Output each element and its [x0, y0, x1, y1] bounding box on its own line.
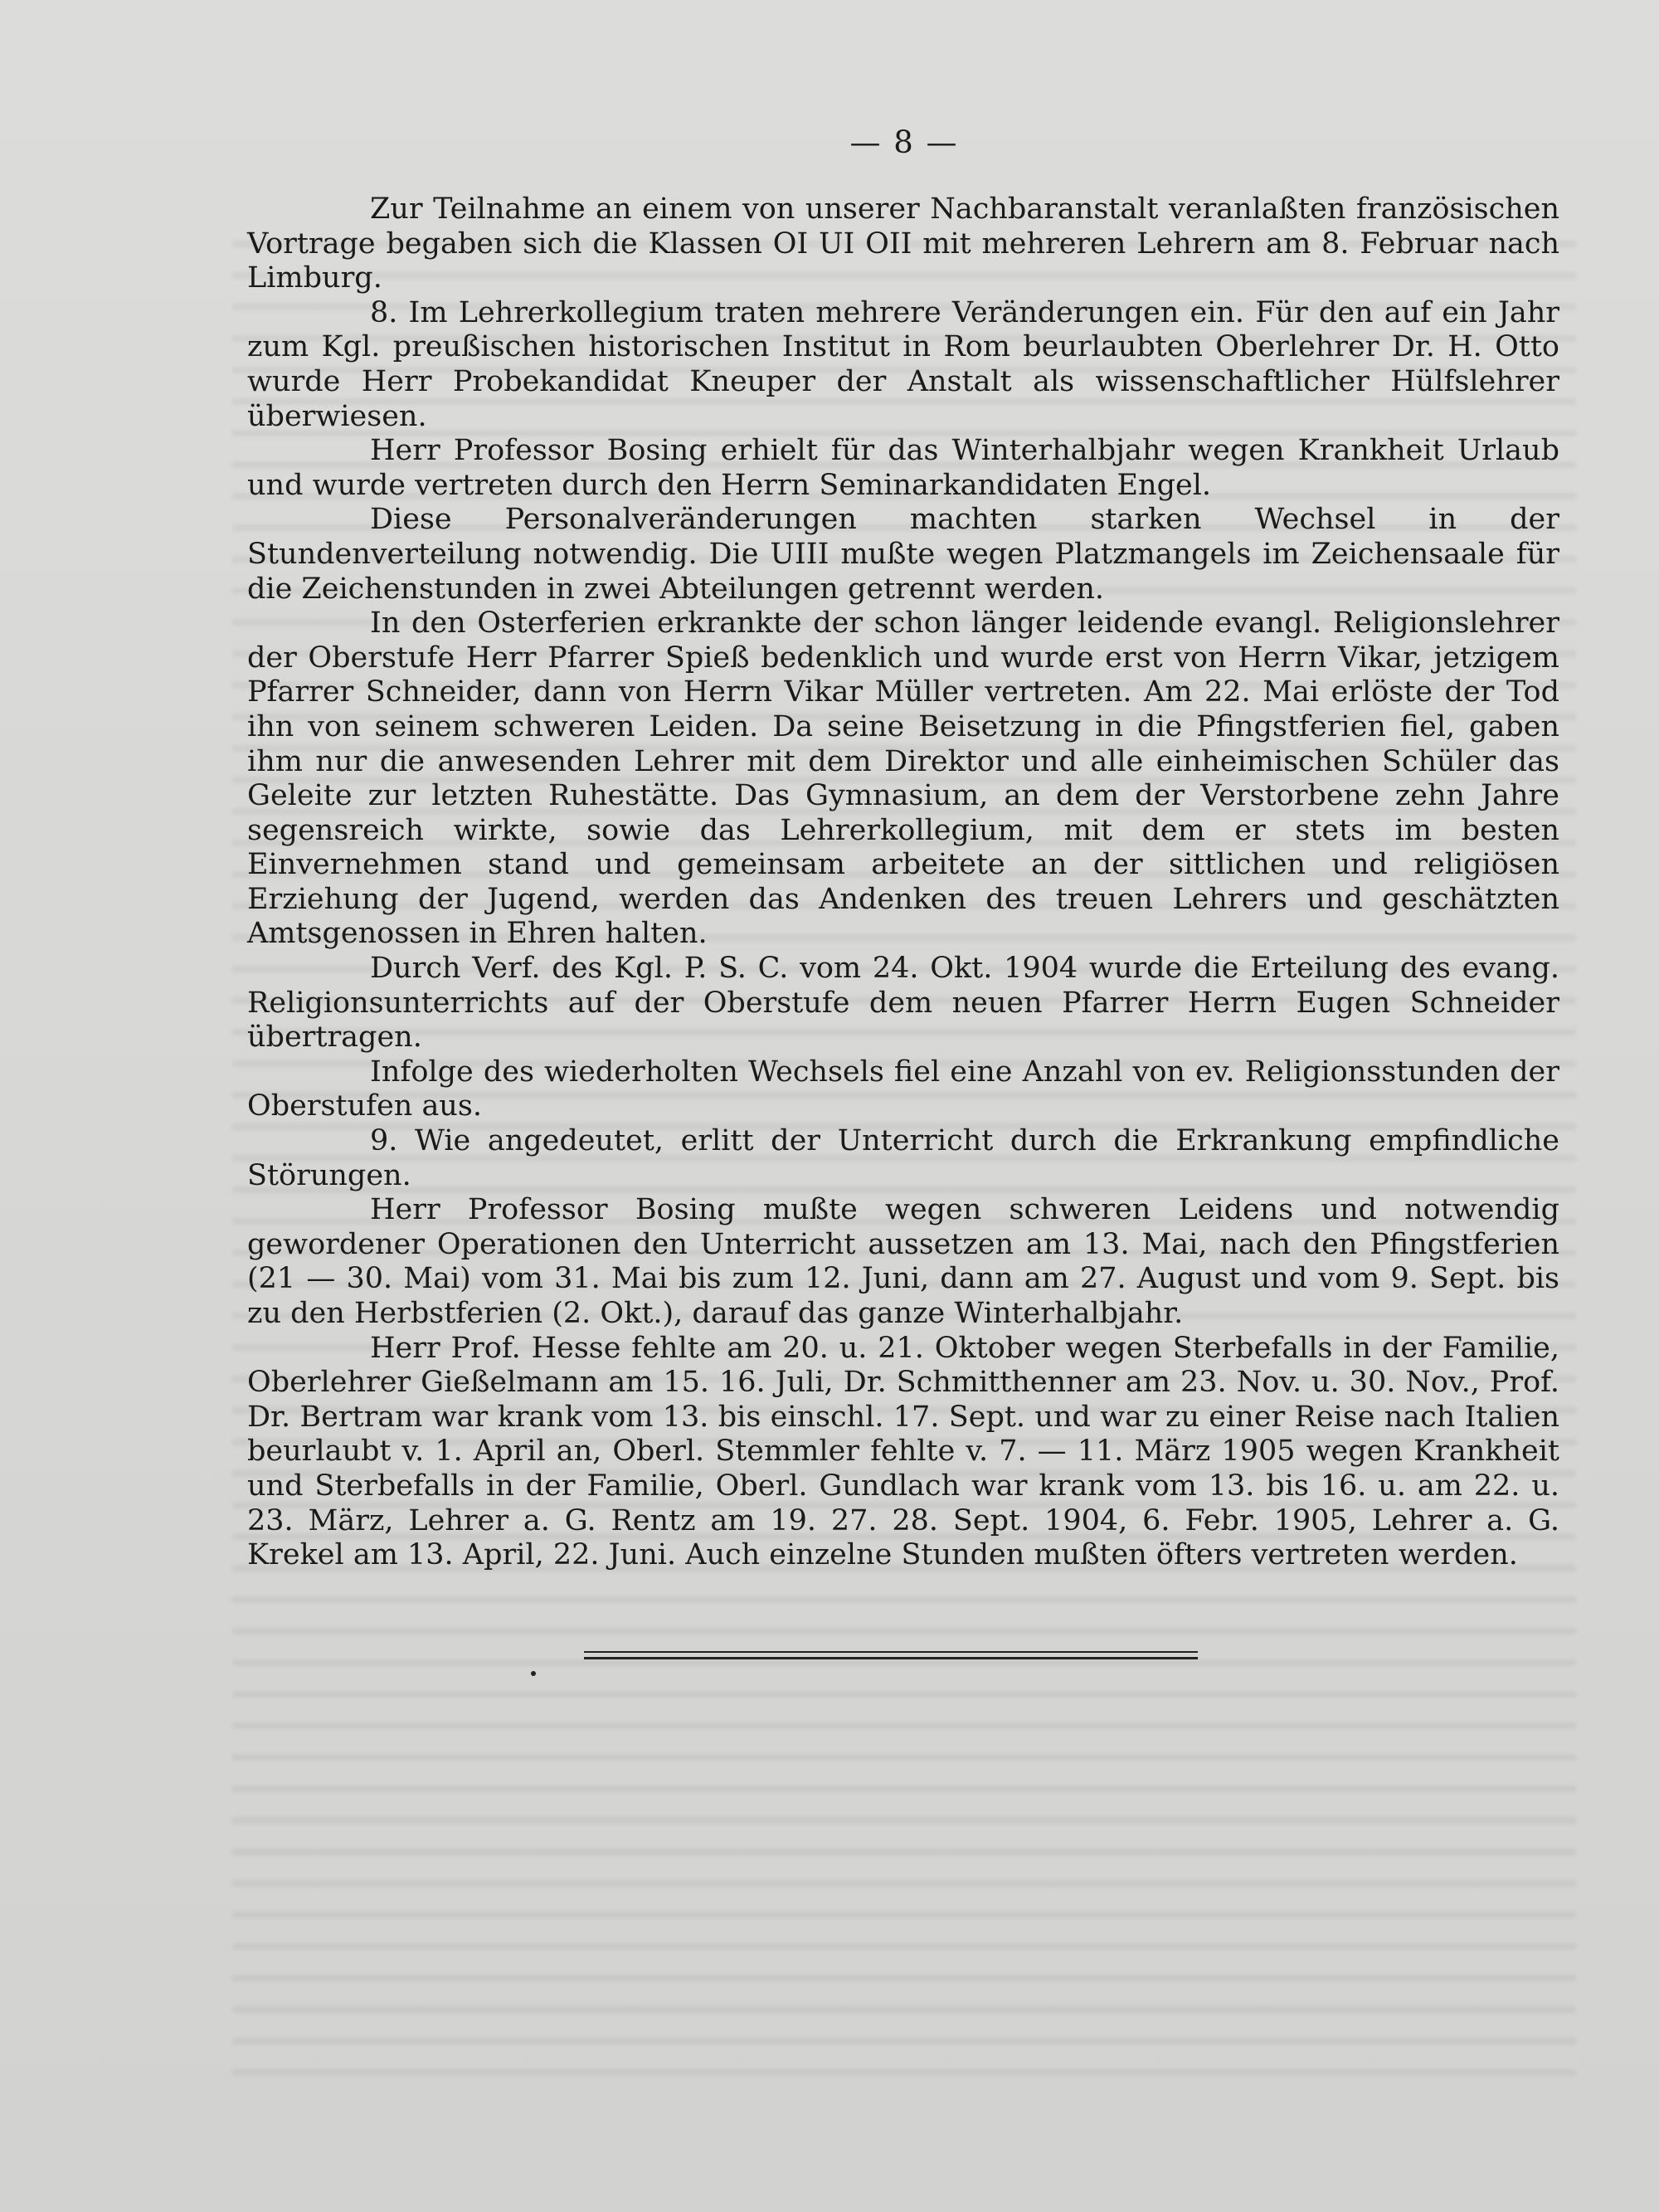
paragraph: Herr Professor Bosing mußte wegen schweren Leidens und notwendig gewordener Operationen den Unterricht aussetzen am 13. Mai, nach den Pfingstferien (21 — 30. Mai) vom 31. Mai bis zum 12. Juni, dann am 27. August und vom 9. Sept. bis zu den Herbstferien (2. Okt.), darauf das ganze Winterhalbjahr. [247, 1193, 1559, 1330]
divider-dot [531, 1671, 536, 1676]
paragraph: Infolge des wiederholten Wechsels fiel eine Anzahl von ev. Religionsstunden der Oberstufen aus. [247, 1055, 1559, 1123]
section-divider [584, 1651, 1198, 1663]
divider-line-bottom [584, 1657, 1198, 1659]
paragraph: Durch Verf. des Kgl. P. S. C. vom 24. Okt. 1904 wurde die Erteilung des evang. Religionsunterrichts auf der Oberstufe dem neuen Pfarrer Herrn Eugen Schneider übertragen. [247, 952, 1559, 1055]
paragraph: In den Osterferien erkrankte der schon länger leidende evangl. Religionslehrer der Oberstufe Herr Pfarrer Spieß bedenklich und wurde erst von Herrn Vikar, jetzigem Pfarrer Schneider, dann von Herrn Vikar Müller vertreten. Am 22. Mai erlöste der Tod ihn von seinem schweren Leiden. Da seine Beisetzung in die Pfingstferien fiel, gaben ihm nur die anwesenden Lehrer mit dem Direktor und alle einheimischen Schüler das Geleite zur letzten Ruhestätte. Das Gymnasium, an dem der Verstorbene zehn Jahre segensreich wirkte, sowie das Lehrerkollegium, mit dem er stets im besten Einvernehmen stand und gemeinsam arbeitete an der sittlichen und religiösen Erziehung der Jugend, werden das Andenken des treuen Lehrers und geschätzten Amtsgenossen in Ehren halten. [247, 607, 1559, 951]
paragraph: Herr Professor Bosing erhielt für das Winterhalbjahr wegen Krankheit Urlaub und wurde vertreten durch den Herrn Seminarkandidaten Engel. [247, 434, 1559, 502]
paragraph: Diese Personalveränderungen machten starken Wechsel in der Stundenverteilung notwendig. Die UIII mußte wegen Platzmangels im Zeichensaale für die Zeichenstunden in zwei Abteilungen getrennt werden. [247, 503, 1559, 606]
paragraph: 9. Wie angedeutet, erlitt der Unterricht durch die Erkrankung empfindliche Störungen. [247, 1124, 1559, 1192]
page-number: — 8 — [849, 124, 959, 160]
body-text [247, 192, 1559, 1573]
divider-line-top [584, 1651, 1198, 1653]
paragraph: 8. Im Lehrerkollegium traten mehrere Veränderungen ein. Für den auf ein Jahr zum Kgl. preußischen historischen Institut in Rom beurlaubten Oberlehrer Dr. H. Otto wurde Herr Probekandidat Kneuper der Anstalt als wissenschaftlicher Hülfslehrer überwiesen. [247, 295, 1559, 433]
paragraph: Herr Prof. Hesse fehlte am 20. u. 21. Oktober wegen Sterbefalls in der Familie, Oberlehrer Gießelmann am 15. 16. Juli, Dr. Schmitthenner am 23. Nov. u. 30. Nov., Prof. Dr. Bertram war krank vom 13. bis einschl. 17. Sept. und war zu einer Reise nach Italien beurlaubt v. 1. April an, Oberl. Stemmler fehlte v. 7. — 11. März 1905 wegen Krankheit und Sterbefalls in der Familie, Oberl. Gundlach war krank vom 13. bis 16. u. am 22. u. 23. März, Lehrer a. G. Rentz am 19. 27. 28. Sept. 1904, 6. Febr. 1905, Lehrer a. G. Krekel am 13. April, 22. Juni. Auch einzelne Stunden mußten öfters vertreten werden. [247, 1331, 1559, 1572]
paragraph: Zur Teilnahme an einem von unserer Nachbaranstalt veranlaßten französischen Vortrage begaben sich die Klassen OI UI OII mit mehreren Lehrern am 8. Februar nach Limburg. [247, 192, 1559, 295]
